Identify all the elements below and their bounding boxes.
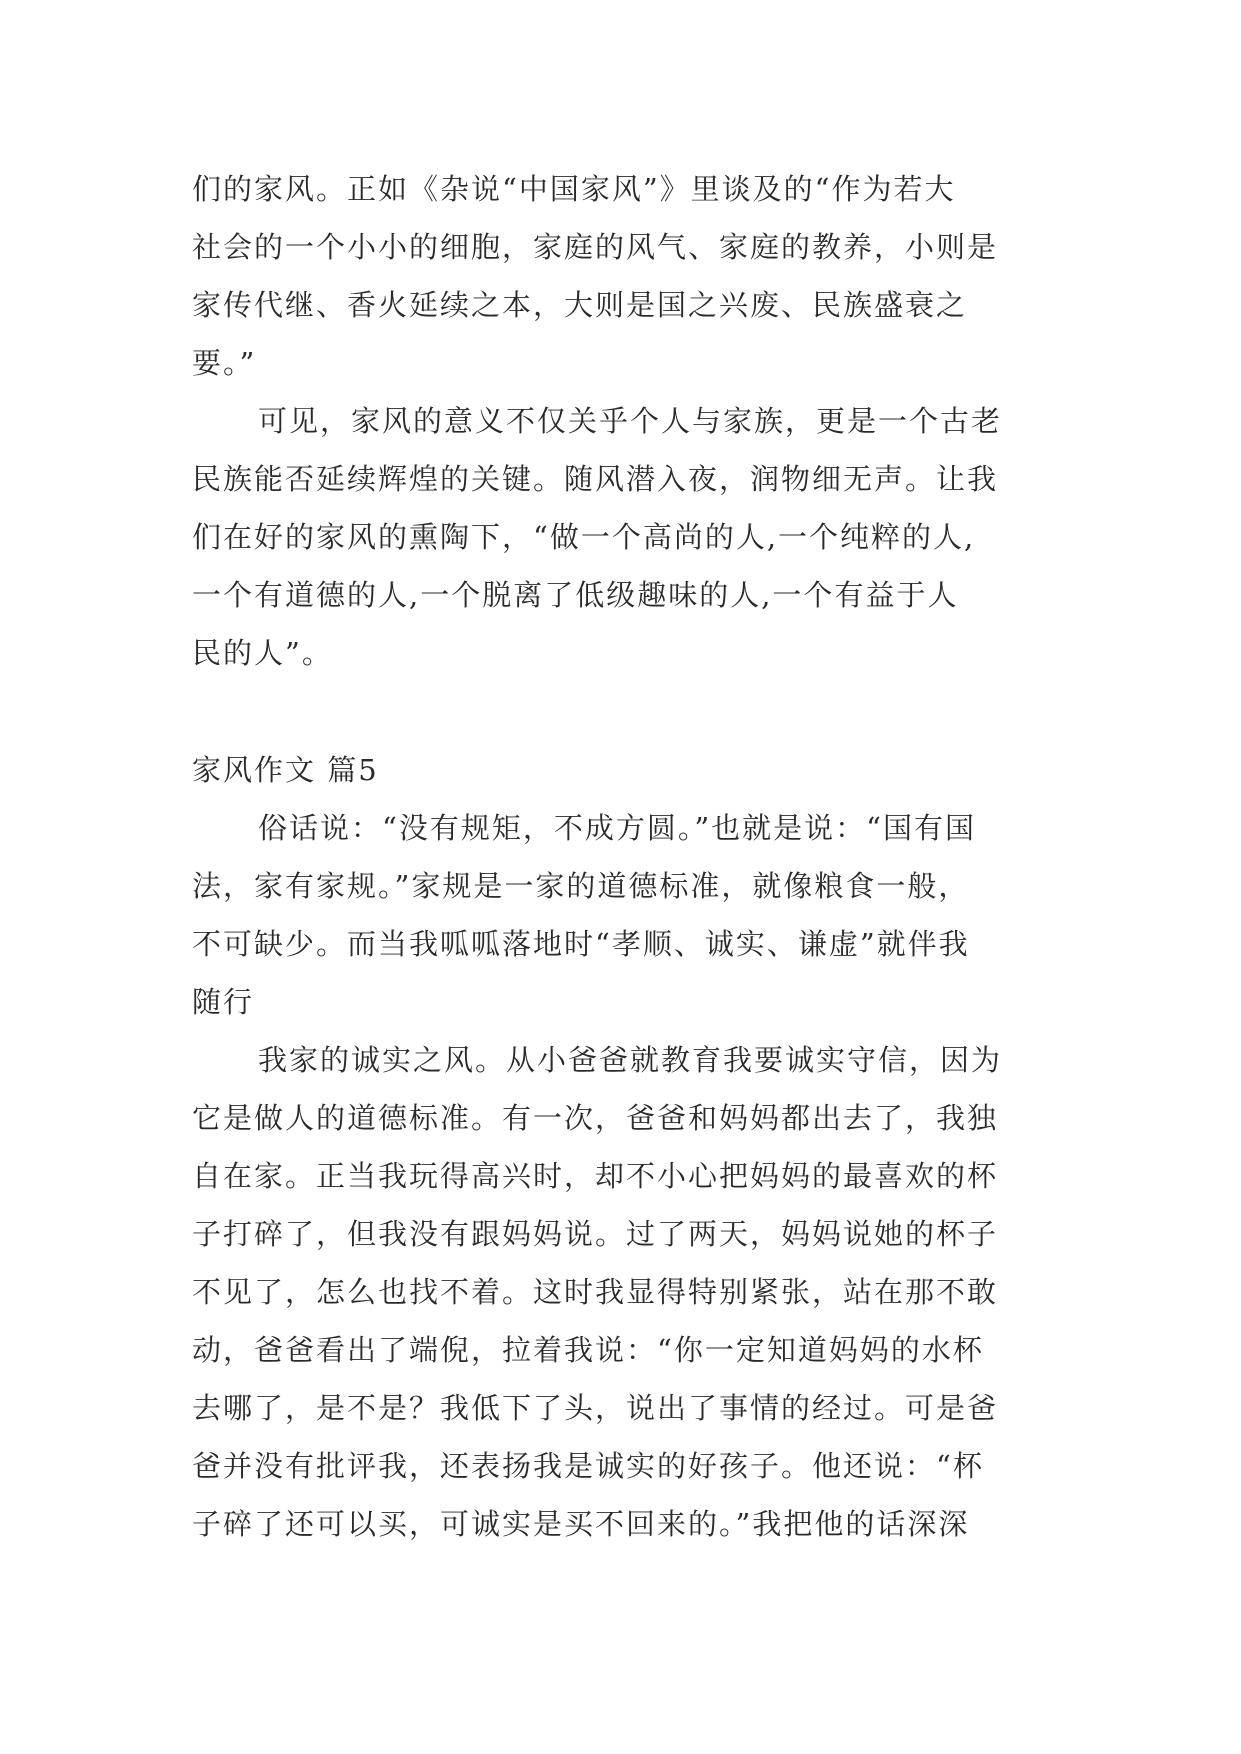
paragraph-line: 一个有道德的人,一个脱离了低级趣味的人,一个有益于人	[192, 578, 959, 612]
paragraph-line: 动，爸爸看出了端倪，拉着我说：“你一定知道妈妈的水杯	[192, 1333, 984, 1367]
paragraph-line: 爸并没有批评我，还表扬我是诚实的好孩子。他还说：“杯	[192, 1449, 984, 1483]
paragraph-line: 们在好的家风的熏陶下，“做一个高尚的人,一个纯粹的人,	[192, 520, 976, 554]
paragraph-line: 俗话说：“没有规矩，不成方圆。”也就是说：“国有国	[258, 811, 976, 845]
paragraph-line: 法，家有家规。”家规是一家的道德标准，就像粮食一般，	[192, 869, 970, 903]
paragraph-line: 们的家风。正如《杂说“中国家风”》里谈及的“作为若大	[192, 172, 956, 206]
paragraph-2	[192, 392, 1052, 682]
paragraph-line: 可见，家风的意义不仅关乎个人与家族，更是一个古老	[258, 404, 1003, 438]
section-heading: 家风作文 篇5	[192, 753, 379, 787]
section-paragraph-2	[192, 1031, 1052, 1553]
paragraph-line: 不见了，怎么也找不着。这时我显得特别紧张，站在那不敢	[192, 1275, 999, 1309]
paragraph-line: 民的人”。	[192, 636, 333, 670]
paragraph-line: 我家的诚实之风。从小爸爸就教育我要诚实守信，因为	[258, 1043, 1003, 1077]
paragraph-line: 社会的一个小小的细胞，家庭的风气、家庭的教养，小则是	[192, 230, 999, 264]
paragraph-line: 自在家。正当我玩得高兴时，却不小心把妈妈的最喜欢的杯	[192, 1159, 999, 1193]
paragraph-line: 不可缺少。而当我呱呱落地时“孝顺、诚实、谦虚”就伴我	[192, 927, 970, 961]
paragraph-line: 要。”	[192, 346, 257, 380]
paragraph-1	[192, 160, 1052, 392]
paragraph-line: 它是做人的道德标准。有一次，爸爸和妈妈都出去了，我独	[192, 1101, 999, 1135]
paragraph-line: 随行	[192, 985, 255, 1019]
paragraph-line: 子碎了还可以买，可诚实是买不回来的。”我把他的话深深	[192, 1507, 970, 1541]
paragraph-line: 家传代继、香火延续之本，大则是国之兴废、民族盛衰之	[192, 288, 968, 322]
paragraph-line: 去哪了，是不是？我低下了头，说出了事情的经过。可是爸	[192, 1391, 999, 1425]
section-paragraph-1	[192, 799, 1052, 1031]
paragraph-line: 民族能否延续辉煌的关键。随风潜入夜，润物细无声。让我	[192, 462, 999, 496]
paragraph-line: 子打碎了，但我没有跟妈妈说。过了两天，妈妈说她的杯子	[192, 1217, 999, 1251]
